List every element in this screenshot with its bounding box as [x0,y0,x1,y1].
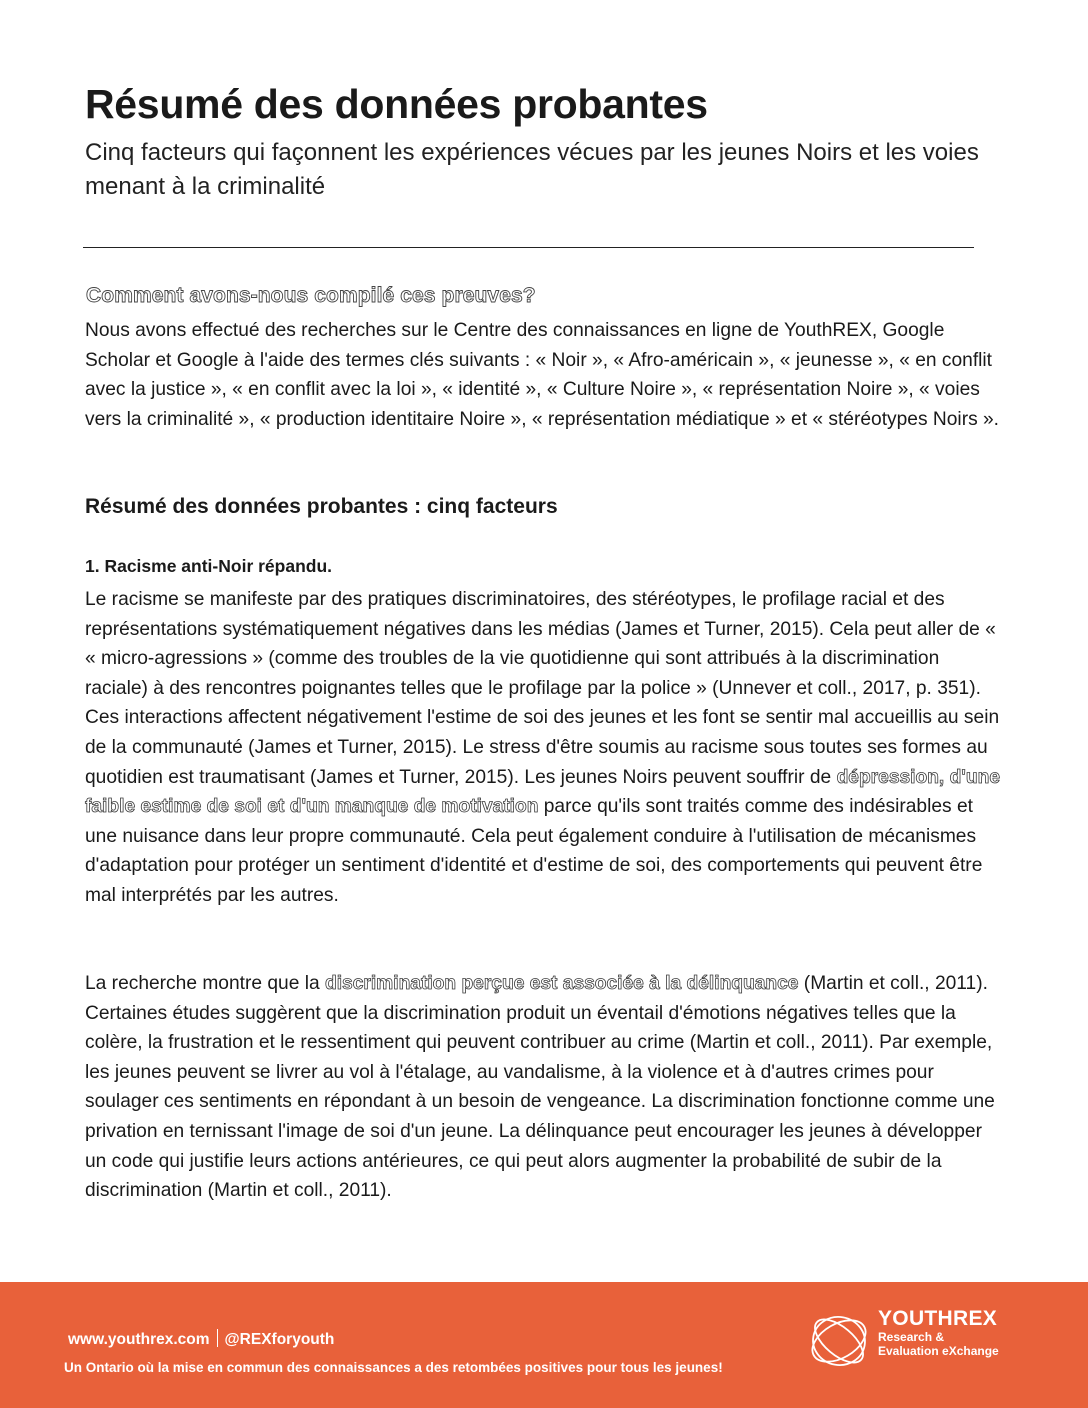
logo-subtitle-line-2: Evaluation eXchange [878,1344,999,1358]
paragraph-text: parce qu'ils sont traités comme des indésirables et une nuisance dans leur propre communauté. Cela peut également conduire à l'utilisation de mécanismes d'adaptation pour protéger un sentiment d'identité et d'estime de soi, des comportements qui peuvent être mal interprétés par les autres. [85,796,983,906]
paragraph-text: Le racisme se manifeste par des pratiques discriminatoires, des stéréotypes, le profilage racial et des représentations systématiquement négatives dans les médias (James et Turner, 2015). Cela peut aller de « « micro-agressions » (comme des troubles de la vie quotidienne qui sont attribués à la discrimination raciale) à des rencontres poignantes telles que le profilage par la police » (Unnever et coll., 2017, p. 351). Ces interactions affectent négativement l'estime de soi des jeunes et les font se sentir mal accueillis au sein de la communauté (James et Turner, 2015). Le stress d'être soumis au racisme sous toutes ses formes au quotidien est traumatisant (James et Turner, 2015). Les jeunes Noirs peuvent souffrir de [85,589,1000,788]
method-heading: Comment avons-nous compilé ces preuves? [86,284,536,307]
paragraph-text: (Martin et coll., 2011). Certaines études suggèrent que la discrimination produit un éventail d'émotions négatives telles que la colère, la frustration et le ressentiment qui peuvent contribuer au crime (Martin et coll., 2011). Par exemple, les jeunes peuvent se livrer au vol à l'étalage, au vandalisme, à la violence et à d'autres crimes pour soulager ces sentiments en répondant à un besoin de vengeance. La discrimination fonctionne comme une privation en ternissant l'image de soi d'un jeune. La délinquance peut encourager les jeunes à développer un code qui justifie leurs actions antérieures, ce qui peut alors augmenter la probabilité de subir de la discrimination (Martin et coll., 2011). [85,973,995,1202]
highlighted-phrase: dépression, d'une faible estime de soi et d'un manque de motivation [85,766,1000,818]
youthrex-logo-icon [806,1308,872,1374]
logo-subtitle-line-1: Research & [878,1330,945,1344]
factor-1-paragraph-2 [85,969,1005,1206]
summary-heading: Résumé des données probantes : cinq facteurs [85,495,558,518]
factor-1-heading: 1. Racisme anti-Noir répandu. [85,556,333,576]
social-handle-link[interactable]: @REXforyouth [224,1331,335,1348]
page-header [85,78,1005,204]
header-divider [83,247,974,248]
highlighted-phrase: discrimination perçue est associée à la délinquance [324,973,799,994]
paragraph-text: La recherche montre que la [85,973,325,994]
logo-name: YOUTHREX [878,1307,998,1330]
factor-1-paragraph-1 [85,585,1005,911]
footer-links [68,1329,334,1349]
footer-tagline: Un Ontario où la mise en commun des connaissances a des retombées positives pour tous les jeunes! [64,1360,723,1375]
logo-wordmark [878,1308,999,1358]
footer-separator [217,1329,218,1347]
footer-bar [0,1282,1088,1408]
method-paragraph: Nous avons effectué des recherches sur le Centre des connaissances en ligne de YouthREX, Google Scholar et Google à l'aide des termes clés suivants : « Noir », « Afro-américain », « jeunesse », « en conflit avec la justice », « en conflit avec la loi », « identité », « Culture Noire », « représentation Noire », « voies vers la criminalité », « production identitaire Noire », « représentation médiatique » et « stéréotypes Noirs ». [85,320,1000,430]
page-subtitle: Cinq facteurs qui façonnent les expériences vécues par les jeunes Noirs et les voies menant à la criminalité [85,139,979,200]
website-link[interactable]: www.youthrex.com [68,1331,210,1348]
page-title: Résumé des données probantes [85,81,708,127]
